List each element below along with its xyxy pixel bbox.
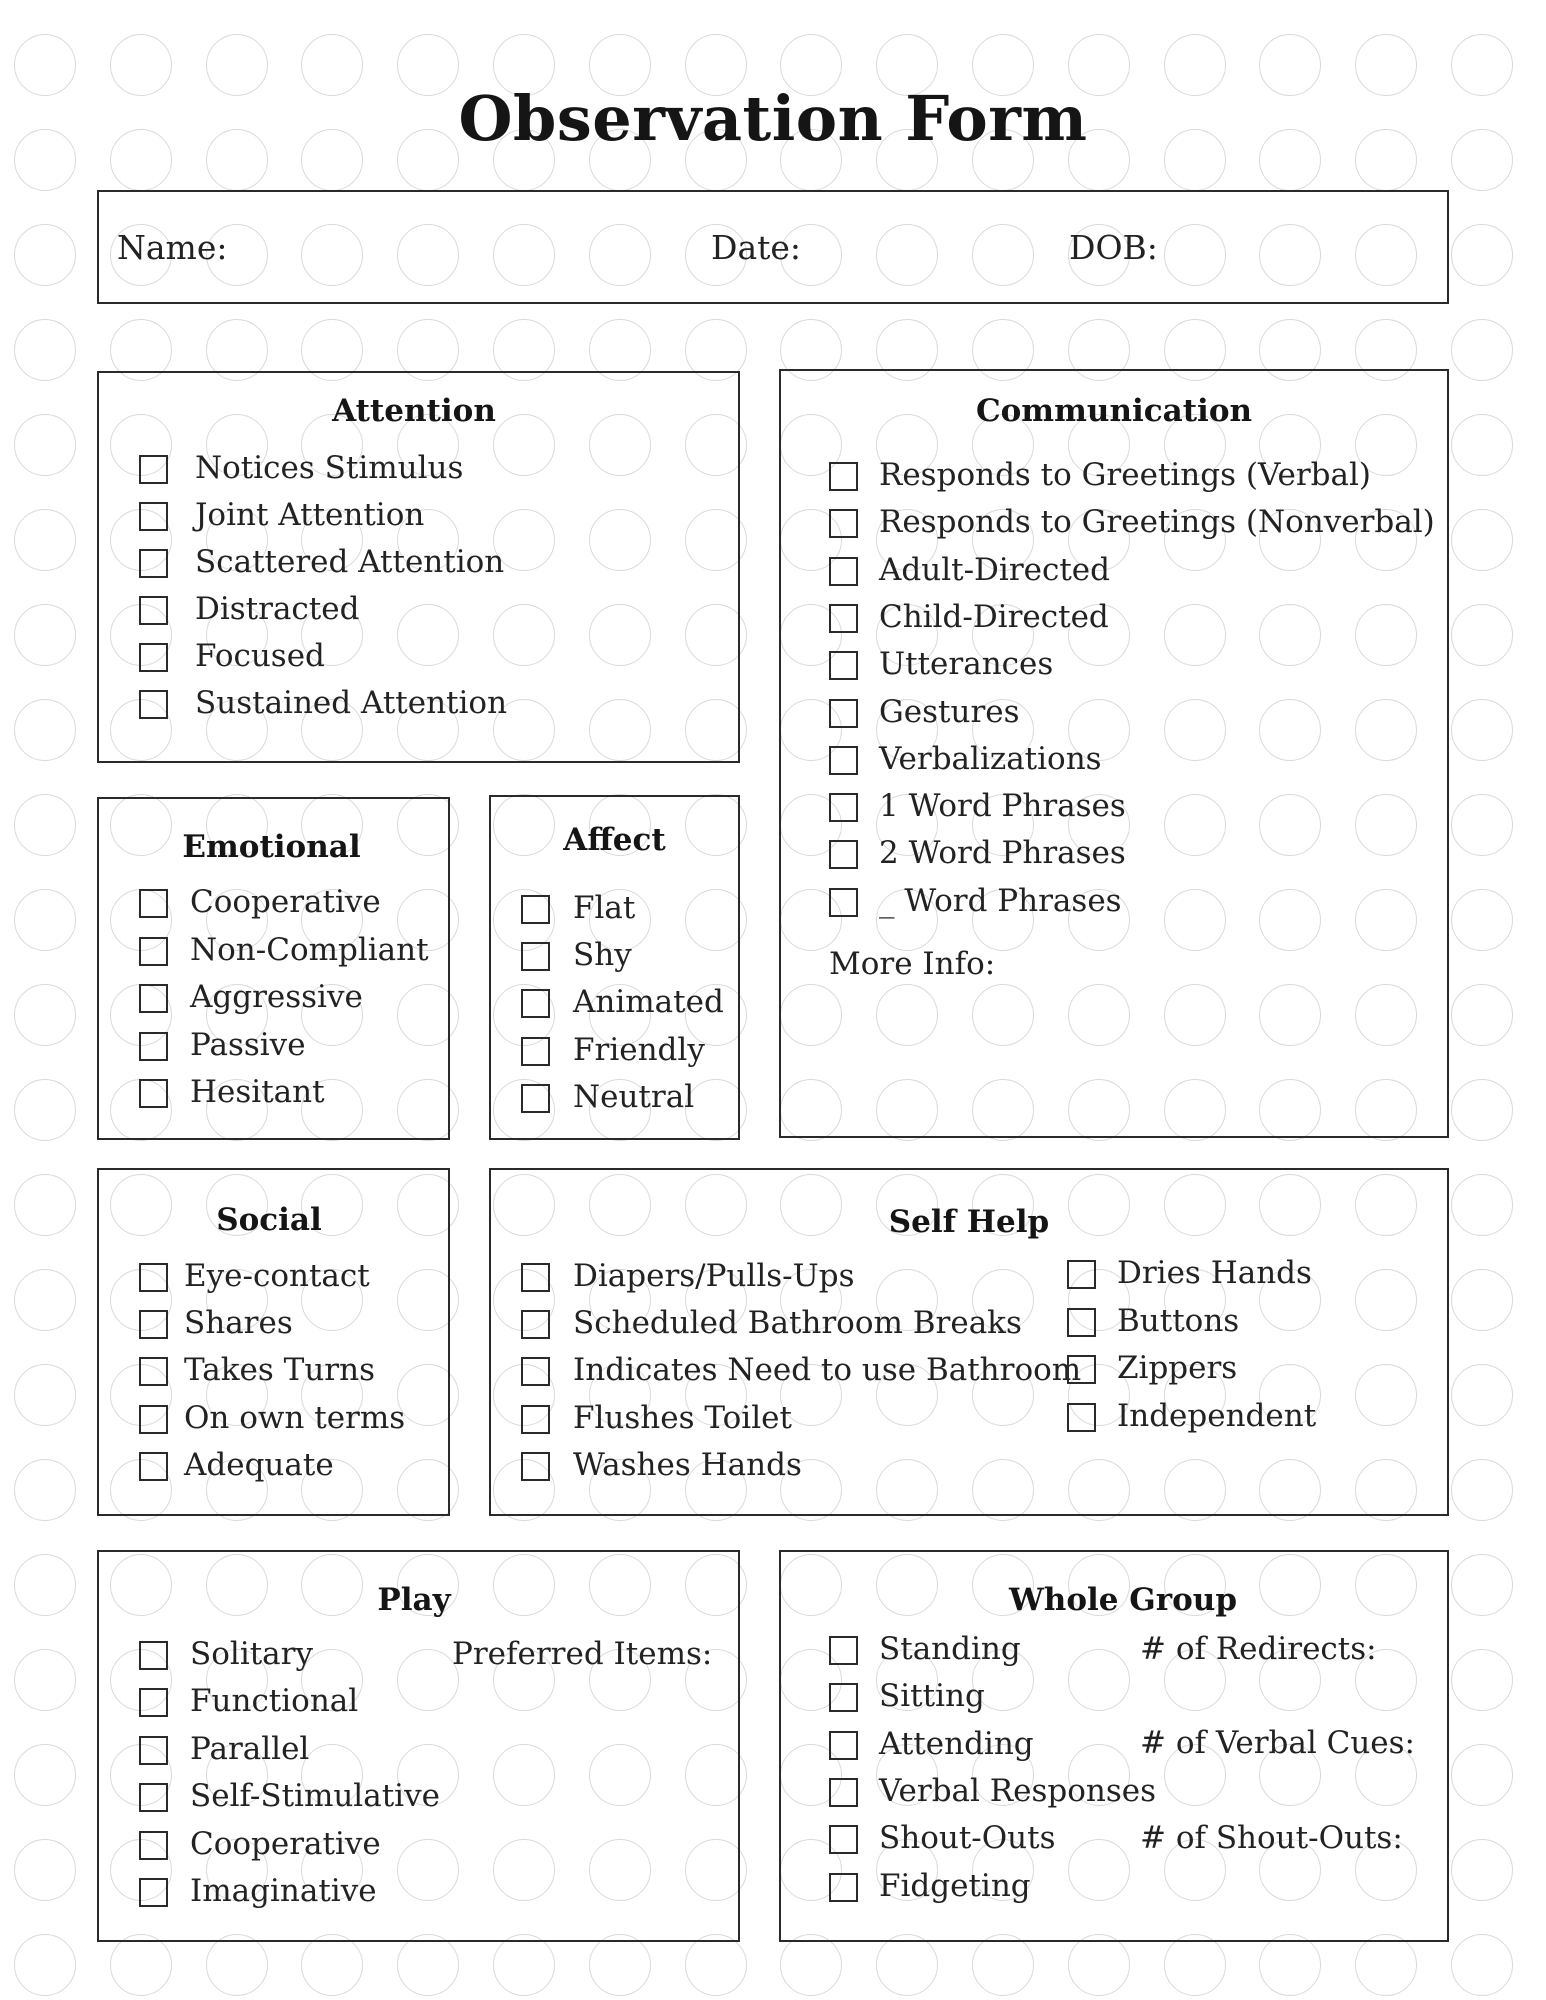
play-title: Play: [377, 1582, 451, 1618]
checkbox[interactable]: [139, 1357, 168, 1386]
checkbox[interactable]: [521, 989, 550, 1018]
watermark-stamp: [589, 1934, 651, 1996]
checkbox[interactable]: [829, 699, 858, 728]
watermark-stamp: [14, 509, 76, 571]
whole-group-title: Whole Group: [1008, 1582, 1238, 1618]
checkbox[interactable]: [829, 557, 858, 586]
checkbox[interactable]: [521, 1357, 550, 1386]
checkbox-label: Responds to Greetings (Nonverbal): [879, 504, 1435, 541]
checkbox-label: Neutral: [573, 1078, 695, 1115]
watermark-stamp: [1451, 509, 1513, 571]
watermark-stamp: [14, 224, 76, 286]
checkbox[interactable]: [521, 1037, 550, 1066]
watermark-stamp: [1451, 1649, 1513, 1711]
watermark-stamp: [14, 1934, 76, 1996]
checkbox-label: Utterances: [879, 646, 1054, 683]
checkbox-label: Diapers/Pulls-Ups: [573, 1258, 855, 1294]
watermark-stamp: [780, 1934, 842, 1996]
checkbox-label: Aggressive: [190, 979, 363, 1015]
emotional-title: Emotional: [182, 829, 361, 865]
checkbox-label: Zippers: [1117, 1350, 1238, 1386]
checkbox[interactable]: [829, 651, 858, 680]
watermark-stamp: [14, 1744, 76, 1806]
checkbox-label: Scattered Attention: [195, 544, 505, 580]
watermark-stamp: [1451, 414, 1513, 476]
watermark-stamp: [14, 1269, 76, 1331]
checkbox-label: Sustained Attention: [195, 685, 508, 721]
checkbox-label: Child-Directed: [879, 598, 1109, 635]
checkbox-label: _ Word Phrases: [879, 882, 1122, 919]
checkbox[interactable]: [139, 1783, 168, 1812]
watermark-stamp: [14, 699, 76, 761]
checkbox-label: On own terms: [184, 1399, 406, 1436]
checkbox-label: Verbal Responses: [879, 1772, 1157, 1809]
checkbox-label: Cooperative: [190, 884, 381, 920]
watermark-stamp: [1451, 1269, 1513, 1331]
watermark-stamp: [1451, 1174, 1513, 1236]
self-help-title: Self Help: [888, 1204, 1050, 1240]
redirects-counter-label: # of Redirects:: [1140, 1631, 1377, 1667]
checkbox-label: Eye-contact: [184, 1258, 370, 1294]
watermark-stamp: [14, 1554, 76, 1616]
checkbox[interactable]: [139, 1688, 168, 1717]
checkbox-label: Functional: [190, 1683, 359, 1720]
watermark-stamp: [14, 1364, 76, 1426]
checkbox[interactable]: [1067, 1308, 1096, 1337]
checkbox[interactable]: [521, 1405, 550, 1434]
checkbox-label: Standing: [879, 1631, 1021, 1667]
watermark-stamp: [1259, 1934, 1321, 1996]
social-title: Social: [216, 1202, 322, 1238]
watermark-stamp: [1451, 1744, 1513, 1806]
checkbox-label: Verbalizations: [879, 740, 1102, 777]
watermark-stamp: [1451, 794, 1513, 856]
checkbox[interactable]: [521, 1310, 550, 1339]
form-title: Observation Form: [458, 82, 1088, 155]
checkbox[interactable]: [139, 690, 168, 719]
watermark-stamp: [14, 1649, 76, 1711]
watermark-stamp: [110, 1934, 172, 1996]
checkbox[interactable]: [139, 1405, 168, 1434]
date-label: Date:: [711, 228, 802, 267]
checkbox-label: Attending: [879, 1725, 1034, 1762]
checkbox[interactable]: [139, 549, 168, 578]
checkbox[interactable]: [139, 1452, 168, 1481]
play-section: [97, 1550, 740, 1942]
shout-outs-counter-label: # of Shout-Outs:: [1140, 1820, 1403, 1856]
checkbox[interactable]: [521, 1263, 550, 1292]
checkbox-label: Cooperative: [190, 1825, 381, 1862]
checkbox[interactable]: [139, 1032, 168, 1061]
checkbox-label: Indicates Need to use Bathroom: [573, 1352, 1082, 1389]
checkbox-label: Scheduled Bathroom Breaks: [573, 1305, 1022, 1342]
attention-title: Attention: [332, 393, 496, 429]
checkbox[interactable]: [829, 604, 858, 633]
dob-label: DOB:: [1069, 228, 1158, 267]
emotional-section: [97, 797, 450, 1140]
checkbox[interactable]: [521, 942, 550, 971]
self-help-section: [489, 1168, 1449, 1516]
checkbox-label: Joint Attention: [195, 497, 425, 533]
name-label: Name:: [117, 228, 228, 267]
checkbox[interactable]: [139, 1831, 168, 1860]
checkbox-label: Friendly: [573, 1031, 705, 1068]
social-section: [97, 1168, 450, 1516]
watermark-stamp: [1451, 224, 1513, 286]
watermark-stamp: [14, 604, 76, 666]
watermark-stamp: [1068, 1934, 1130, 1996]
checkbox-label: 1 Word Phrases: [879, 788, 1126, 825]
watermark-stamp: [14, 984, 76, 1046]
checkbox-label: Independent: [1117, 1397, 1317, 1434]
watermark-stamp: [301, 1934, 363, 1996]
attention-section: [97, 371, 740, 763]
affect-section: [489, 795, 740, 1140]
checkbox[interactable]: [829, 1825, 858, 1854]
checkbox[interactable]: [139, 889, 168, 918]
header-info-box: [97, 190, 1449, 304]
checkbox-label: Gestures: [879, 693, 1020, 730]
checkbox-label: Washes Hands: [573, 1446, 802, 1483]
checkbox[interactable]: [1067, 1260, 1096, 1289]
more-info-label: More Info:: [829, 946, 996, 982]
whole-group-section: [779, 1550, 1449, 1942]
watermark-stamp: [972, 1934, 1034, 1996]
affect-title: Affect: [563, 822, 666, 858]
verbal-cues-counter-label: # of Verbal Cues:: [1140, 1725, 1416, 1761]
checkbox-label: 2 Word Phrases: [879, 835, 1126, 872]
checkbox-label: Distracted: [195, 591, 360, 627]
checkbox-label: Responds to Greetings (Verbal): [879, 457, 1372, 493]
checkbox[interactable]: [521, 1084, 550, 1113]
checkbox-label: Parallel: [190, 1730, 310, 1767]
checkbox[interactable]: [1067, 1403, 1096, 1432]
checkbox[interactable]: [1067, 1355, 1096, 1384]
checkbox-label: Imaginative: [190, 1873, 377, 1909]
watermark-stamp: [14, 319, 76, 381]
checkbox-label: Adequate: [184, 1446, 334, 1483]
checkbox[interactable]: [829, 509, 858, 538]
checkbox-label: Shout-Outs: [879, 1820, 1056, 1857]
checkbox[interactable]: [829, 1636, 858, 1665]
checkbox-label: Takes Turns: [184, 1352, 375, 1389]
checkbox-label: Shy: [573, 937, 632, 974]
watermark-stamp: [1451, 1364, 1513, 1426]
checkbox[interactable]: [139, 1641, 168, 1670]
checkbox-label: Fidgeting: [879, 1867, 1031, 1904]
checkbox-label: Dries Hands: [1117, 1255, 1312, 1291]
watermark-stamp: [876, 1934, 938, 1996]
checkbox-label: Notices Stimulus: [195, 450, 464, 486]
watermark-stamp: [1164, 1934, 1226, 1996]
checkbox-label: Sitting: [879, 1678, 985, 1715]
checkbox-label: Hesitant: [190, 1074, 325, 1110]
checkbox[interactable]: [829, 840, 858, 869]
watermark-stamp: [14, 794, 76, 856]
watermark-stamp: [1451, 1459, 1513, 1521]
checkbox-label: Buttons: [1117, 1302, 1240, 1339]
preferred-items-label: Preferred Items:: [452, 1636, 713, 1672]
watermark-stamp: [1451, 1934, 1513, 1996]
checkbox[interactable]: [829, 793, 858, 822]
watermark-stamp: [1451, 984, 1513, 1046]
checkbox[interactable]: [139, 984, 168, 1013]
checkbox[interactable]: [829, 1778, 858, 1807]
checkbox[interactable]: [139, 937, 168, 966]
watermark-stamp: [397, 1934, 459, 1996]
checkbox-label: Adult-Directed: [879, 551, 1110, 588]
watermark-stamp: [14, 1459, 76, 1521]
checkbox[interactable]: [829, 1683, 858, 1712]
checkbox-label: Non-Compliant: [190, 931, 429, 968]
watermark-stamp: [14, 1079, 76, 1141]
watermark-stamp: [1451, 699, 1513, 761]
checkbox-label: Shares: [184, 1305, 293, 1342]
watermark-stamp: [14, 1174, 76, 1236]
communication-section: [779, 369, 1449, 1138]
checkbox[interactable]: [829, 1873, 858, 1902]
watermark-stamp: [1451, 889, 1513, 951]
checkbox-label: Focused: [195, 638, 325, 674]
checkbox[interactable]: [139, 643, 168, 672]
checkbox[interactable]: [139, 455, 168, 484]
checkbox[interactable]: [829, 888, 858, 917]
checkbox[interactable]: [139, 1310, 168, 1339]
communication-title: Communication: [975, 393, 1253, 429]
watermark-stamp: [685, 1934, 747, 1996]
watermark-stamp: [1355, 1934, 1417, 1996]
checkbox-label: Passive: [190, 1026, 306, 1063]
watermark-stamp: [1451, 1079, 1513, 1141]
checkbox-label: Solitary: [190, 1636, 314, 1672]
watermark-stamp: [1451, 604, 1513, 666]
watermark-stamp: [206, 1934, 268, 1996]
checkbox[interactable]: [521, 1452, 550, 1481]
checkbox[interactable]: [829, 462, 858, 491]
checkbox[interactable]: [139, 1878, 168, 1907]
checkbox[interactable]: [139, 502, 168, 531]
checkbox-label: Animated: [573, 984, 724, 1021]
checkbox-label: Self-Stimulative: [190, 1778, 440, 1815]
watermark-stamp: [1451, 319, 1513, 381]
watermark-stamp: [14, 414, 76, 476]
checkbox[interactable]: [139, 1736, 168, 1765]
watermark-stamp: [1451, 1839, 1513, 1901]
watermark-stamp: [14, 1839, 76, 1901]
watermark-stamp: [1451, 1554, 1513, 1616]
checkbox-label: Flat: [573, 890, 636, 926]
checkbox[interactable]: [829, 746, 858, 775]
checkbox[interactable]: [139, 596, 168, 625]
checkbox[interactable]: [139, 1079, 168, 1108]
checkbox[interactable]: [829, 1731, 858, 1760]
checkbox-label: Flushes Toilet: [573, 1399, 792, 1436]
checkbox[interactable]: [139, 1263, 168, 1292]
checkbox[interactable]: [521, 895, 550, 924]
watermark-stamp: [493, 1934, 555, 1996]
watermark-stamp: [14, 889, 76, 951]
